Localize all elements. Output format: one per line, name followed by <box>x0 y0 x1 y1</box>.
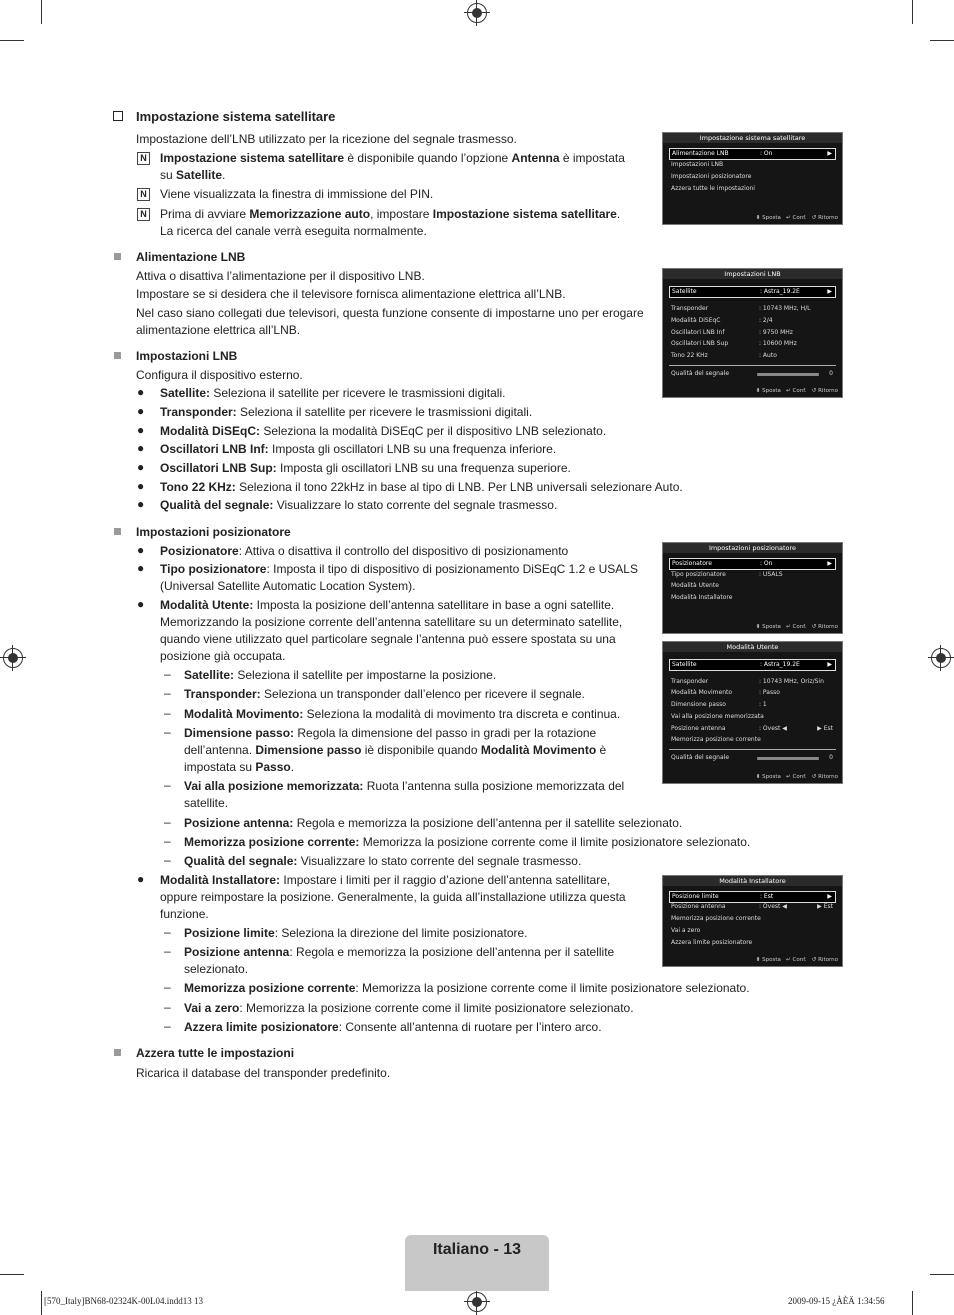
osd-title: Modalità Installatore <box>663 876 842 886</box>
dash-bullet: – <box>164 686 171 700</box>
osd-row[interactable]: Azzera limite posizionatore <box>671 939 753 946</box>
osd-row[interactable]: Alimentazione LNB : On ▶ <box>669 148 836 160</box>
sub-item: Memorizza posizione corrente: Memorizza la posizione corrente come il limite posizionatore selezionato. <box>184 835 751 849</box>
osd-row[interactable]: Memorizza posizione corrente <box>671 915 761 922</box>
osd-row[interactable]: Azzera tutte le impostazioni <box>671 185 755 192</box>
dash-bullet: – <box>164 725 171 739</box>
osd-row[interactable]: Satellite : Astra_19.2E ▶ <box>669 286 836 298</box>
osd-row[interactable]: Transponder : 10743 MHz, H/L <box>671 305 811 312</box>
list-item: Transponder: Seleziona il satellite per ricevere le trasmissioni digitali. <box>160 405 533 419</box>
footer-timestamp: 2009-09-15 ¿ÀÈÄ 1:34:56 <box>788 1296 885 1306</box>
osd-row[interactable]: Satellite : Astra_19.2E ▶ <box>669 659 836 671</box>
list-item: Oscillatori LNB Inf: Imposta gli oscillatori LNB su una frequenza inferiore. <box>160 442 557 456</box>
osd-title: Impostazioni LNB <box>663 269 842 279</box>
sub-item: Posizione antenna: Regola e memorizza la posizione dell’antenna per il satellite selezionato. <box>184 945 615 976</box>
registration-mark-icon <box>467 1292 487 1312</box>
square-bullet-icon <box>114 528 121 535</box>
sub-item: Satellite: Seleziona il satellite per impostarne la posizione. <box>184 668 497 682</box>
dash-bullet: – <box>164 1000 171 1014</box>
dot-bullet-icon: ● <box>137 479 145 493</box>
osd-row[interactable]: Vai alla posizione memorizzata <box>671 713 764 720</box>
note-icon: N <box>137 188 150 201</box>
osd-row[interactable]: Posizione antenna : Ovest ◀ ▶ Est <box>671 903 833 910</box>
lnb-power-line: alimentazione elettrica all’LNB. <box>136 323 301 337</box>
osd-quality-row: Qualità del segnale 0 <box>671 754 833 761</box>
arrow-right-icon: ▶ <box>827 288 832 295</box>
list-item: Oscillatori LNB Sup: Imposta gli oscillatori LNB su una frequenza superiore. <box>160 461 571 475</box>
osd-separator <box>669 749 836 750</box>
square-bullet-icon <box>114 352 121 359</box>
osd-user-mode <box>662 641 843 784</box>
osd-row[interactable]: Posizione limite : Est ▶ <box>669 891 836 903</box>
dash-bullet: – <box>164 778 171 792</box>
osd-footer: ⬍ Sposta ↵ Conf. ↺ Ritorno <box>755 624 838 630</box>
dot-bullet-icon: ● <box>137 423 145 437</box>
crop-mark <box>0 40 24 41</box>
note-3: Prima di avviare Memorizzazione auto, impostare Impostazione sistema satellitare. La ricerca del canale verrà eseguita normalmente. <box>160 207 621 238</box>
arrow-left-icon: ◀ <box>782 903 787 910</box>
osd-row[interactable]: Oscillatori LNB Sup : 10600 MHz <box>671 340 797 347</box>
lnb-settings-title: Impostazioni LNB <box>136 349 238 363</box>
dash-bullet: – <box>164 853 171 867</box>
reset-title: Azzera tutte le impostazioni <box>136 1046 295 1060</box>
osd-title: Impostazioni posizionatore <box>663 543 842 553</box>
osd-row[interactable]: Posizionatore : On ▶ <box>669 558 836 570</box>
sub-item: Memorizza posizione corrente: Memorizza la posizione corrente come il limite posizionatore selezionato. <box>184 981 750 995</box>
osd-separator <box>669 365 836 366</box>
page-number: Italiano - 13 <box>432 1241 522 1258</box>
osd-row[interactable]: Posizione antenna : Ovest ◀ ▶ Est <box>671 725 833 732</box>
osd-title: Impostazione sistema satellitare <box>663 133 842 143</box>
list-item: Satellite: Seleziona il satellite per ricevere le trasmissioni digitali. <box>160 386 506 400</box>
osd-satellite-system <box>662 132 843 225</box>
osd-row[interactable]: Vai a zero <box>671 927 701 934</box>
crop-mark <box>912 1291 913 1315</box>
arrow-right-icon: ▶ <box>817 903 822 910</box>
quality-bar <box>757 757 819 760</box>
dot-bullet-icon: ● <box>137 497 145 511</box>
lnb-settings-desc: Configura il dispositivo esterno. <box>136 368 303 382</box>
sub-item: Posizione antenna: Regola e memorizza la posizione dell’antenna per il satellite selezionato. <box>184 816 683 830</box>
arrow-right-icon: ▶ <box>827 661 832 668</box>
osd-footer: ⬍ Sposta ↵ Conf. ↺ Ritorno <box>755 388 838 394</box>
sub-item: Dimensione passo: Regola la dimensione del passo in gradi per la rotazione dell’antenna. Dimensione passo iè disponibile quando Modalità Movimento è impostata su Passo. <box>184 726 607 774</box>
lnb-power-line: Attiva o disattiva l’alimentazione per il dispositivo LNB. <box>136 269 425 283</box>
dash-bullet: – <box>164 944 171 958</box>
crop-mark <box>912 0 913 24</box>
crop-mark <box>930 1274 954 1275</box>
dot-bullet-icon: ● <box>137 385 145 399</box>
dash-bullet: – <box>164 667 171 681</box>
crop-mark <box>41 0 42 24</box>
osd-positioner-settings <box>662 542 843 634</box>
note-2: Viene visualizzata la finestra di immissione del PIN. <box>160 187 434 201</box>
osd-row[interactable]: Tono 22 KHz : Auto <box>671 352 777 359</box>
note-1: Impostazione sistema satellitare è disponibile quando l’opzione Antenna è impostata su Satellite. <box>160 151 625 182</box>
dot-bullet-icon: ● <box>137 543 145 557</box>
section-title: Impostazione sistema satellitare <box>136 109 336 124</box>
note-icon: N <box>137 208 150 221</box>
sub-item: Qualità del segnale: Visualizzare lo stato corrente del segnale trasmesso. <box>184 854 582 868</box>
osd-quality-row: Qualità del segnale 0 <box>671 370 833 377</box>
dot-bullet-icon: ● <box>137 872 145 886</box>
positioner-title: Impostazioni posizionatore <box>136 525 291 539</box>
registration-mark-icon <box>3 648 23 668</box>
osd-row[interactable]: Impostazioni LNB <box>671 161 724 168</box>
dot-bullet-icon: ● <box>137 404 145 418</box>
osd-title: Modalità Utente <box>663 642 842 652</box>
arrow-right-icon: ▶ <box>827 560 832 567</box>
dash-bullet: – <box>164 925 171 939</box>
dash-bullet: – <box>164 1019 171 1033</box>
dot-bullet-icon: ● <box>137 441 145 455</box>
crop-mark <box>930 40 954 41</box>
osd-row[interactable]: Dimensione passo : 1 <box>671 701 767 708</box>
reset-desc: Ricarica il database del transponder predefinito. <box>136 1066 391 1080</box>
osd-footer: ⬍ Sposta ↵ Conf. ↺ Ritorno <box>755 774 838 780</box>
osd-lnb-settings <box>662 268 843 398</box>
registration-mark-icon <box>931 648 951 668</box>
dash-bullet: – <box>164 834 171 848</box>
osd-footer: ⬍ Sposta ↵ Conf. ↺ Ritorno <box>755 957 838 963</box>
dot-bullet-icon: ● <box>137 561 145 575</box>
dash-bullet: – <box>164 980 171 994</box>
list-item: Qualità del segnale: Visualizzare lo stato corrente del segnale trasmesso. <box>160 498 558 512</box>
sub-item: Modalità Movimento: Seleziona la modalità di movimento tra discreta e continua. <box>184 707 621 721</box>
osd-row[interactable]: Modalità DiSEqC : 2/4 <box>671 317 773 324</box>
arrow-left-icon: ◀ <box>782 725 787 732</box>
sub-item: Azzera limite posizionatore: Consente all’antenna di ruotare per l’intero arco. <box>184 1020 602 1034</box>
sub-item: Vai alla posizione memorizzata: Ruota l’antenna sulla posizione memorizzata del satellite. <box>184 779 625 810</box>
arrow-right-icon: ▶ <box>817 725 822 732</box>
square-bullet-icon <box>114 253 121 260</box>
list-item: Posizionatore: Attiva o disattiva il controllo del dispositivo di posizionamento <box>160 544 569 558</box>
lnb-power-line: Impostare se si desidera che il televisore fornisca alimentazione elettrica all’LNB. <box>136 287 566 301</box>
registration-mark-icon <box>467 3 487 23</box>
checkbox-bullet-icon <box>113 111 123 121</box>
osd-row[interactable]: Oscillatori LNB Inf : 9750 MHz <box>671 329 793 336</box>
crop-mark <box>41 1291 42 1315</box>
osd-row[interactable]: Modalità Installatore <box>671 594 733 601</box>
sub-item: Vai a zero: Memorizza la posizione corrente come il limite posizionatore selezionato. <box>184 1001 634 1015</box>
list-item: Modalità DiSEqC: Seleziona la modalità DiSEqC per il dispositivo LNB selezionato. <box>160 424 607 438</box>
list-item: Tipo posizionatore: Imposta il tipo di dispositivo di posizionamento DiSEqC 1.2 e USALS (Universal Satellite Automatic Location System). <box>160 562 638 593</box>
osd-footer: ⬍ Sposta ↵ Conf. ↺ Ritorno <box>755 215 838 221</box>
osd-installer-mode <box>662 875 843 967</box>
dot-bullet-icon: ● <box>137 597 145 611</box>
osd-row[interactable]: Transponder : 10743 MHz, Oriz/Sin <box>671 678 824 685</box>
lnb-power-line: Nel caso siano collegati due televisori, questa funzione consente di impostarne uno per erogare <box>136 306 644 320</box>
note-icon: N <box>137 152 150 165</box>
arrow-right-icon: ▶ <box>827 893 832 900</box>
dash-bullet: – <box>164 815 171 829</box>
sub-item: Transponder: Seleziona un transponder dall’elenco per ricevere il segnale. <box>184 687 585 701</box>
osd-row[interactable]: Modalità Utente <box>671 582 719 589</box>
lnb-power-title: Alimentazione LNB <box>136 250 246 264</box>
osd-row[interactable]: Modalità Movimento : Passo <box>671 689 780 696</box>
square-bullet-icon <box>114 1049 121 1056</box>
list-item: Modalità Utente: Imposta la posizione dell’antenna satellitare in base a ogni satellite. Memorizzando la posizione corrente dell’antenna satellitare su un determinato satellite, quando viene utilizzato quel particolare segnale l’antenna può essere spostata su una posizione già occupata. <box>160 598 623 663</box>
osd-row[interactable]: Memorizza posizione corrente <box>671 736 761 743</box>
osd-row[interactable]: Impostazioni posizionatore <box>671 173 752 180</box>
arrow-right-icon: ▶ <box>827 150 832 157</box>
dash-bullet: – <box>164 706 171 720</box>
quality-bar <box>757 373 819 376</box>
list-item: Modalità Installatore: Impostare i limiti per il raggio d’azione dell’antenna satellitare, oppure reimpostare la posizione. Generalmente, la guida all’installazione utilizza questa funzione. <box>160 873 626 921</box>
sub-item: Posizione limite: Seleziona la direzione del limite posizionatore. <box>184 926 528 940</box>
intro-text: Impostazione dell’LNB utilizzato per la ricezione del segnale trasmesso. <box>136 132 517 146</box>
footer-file-info: [570_Italy]BN68-02324K-00L04.indd13 13 <box>44 1296 203 1306</box>
crop-mark <box>0 1274 24 1275</box>
list-item: Tono 22 KHz: Seleziona il tono 22kHz in base al tipo di LNB. Per LNB universali selezionare Auto. <box>160 480 683 494</box>
osd-row[interactable]: Tipo posizionatore : USALS <box>671 571 783 578</box>
dot-bullet-icon: ● <box>137 460 145 474</box>
